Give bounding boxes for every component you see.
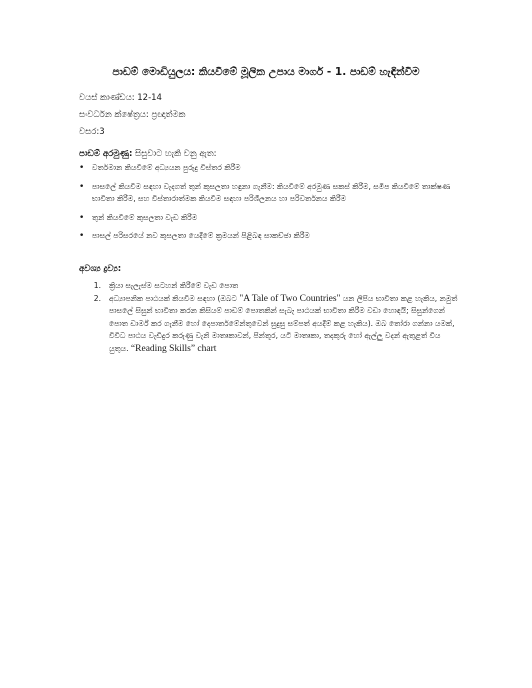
- list-item: • වර්තමාන කියවීමේ අධ්‍යයන පුරුදු විස්තර කිරීම: [79, 162, 459, 175]
- resource-text: ක්‍රියා සැලැස්ම සටහන් කිරීමේ වැඩ පොත: [109, 281, 239, 290]
- week-line: වසර:3: [79, 127, 105, 137]
- list-item: [79, 280, 459, 293]
- outcomes-intro: සිසුවාට හැකි වනු ඇත:: [132, 149, 217, 159]
- chart-reference: “Reading Skills” chart: [130, 343, 217, 354]
- article-title: "A Tale of Two Countries": [239, 293, 341, 304]
- outcomes-heading: [79, 149, 217, 159]
- list-number: 1.: [93, 281, 101, 290]
- list-item: • තුන් කියවීමේ කුසලතා වැඩ කිරීම: [79, 212, 459, 225]
- list-item: [79, 293, 459, 356]
- resources-list: [79, 280, 459, 355]
- resource-text-part: අධ්‍යාපනික පාඨයක් කියවීම සඳහා (ඔබට: [109, 293, 240, 303]
- list-number: 2.: [93, 293, 101, 303]
- grade-line: වයස් කාණ්ඩය: 12-14: [79, 93, 162, 103]
- page-title: පාඩම් මොඩියුලය: කියවීමේ මූලික උපාය මාර්ග - 1. පාඩම් හැඳින්වීම: [112, 66, 420, 78]
- subject-area-line: සංවර්ධන ක්ෂේත්‍රය: ප්‍රඥාත්මක: [79, 110, 186, 120]
- resource-text-part: යන ලිපිය භාවිතා කළ හැකිය, නමුත් පාසලේ සිසුන් භාවිතා කරන කිසියම් පාඩම් පොතකින් සැබෑ පාඨයක් භාවිතා කිරීම වඩා හොඳයි; සිසුන්ගෙන් පොත ඩාර්ම් කර ගැනීම හෝ දෙපාර්තමේන්තුවෙන් සුදුසු සම්පත් අයදීම් කළ හැකිය). ඔබ තෝරා ගන්නා යමක්, විවිධ පාඨය වැඩිදුර කරුණු වැනි මාතෘකාවන්, පින්තූර, යටි මාතෘකා, තදකුරු හෝ ඇල්ලු වදන් ඇතුළත් විය යුතුය.: [109, 293, 458, 353]
- resources-heading: අවශ්‍ය ද්‍රව්‍ය:: [79, 264, 122, 274]
- list-item: • පාසල් පරිසරයේ නව කුසලතා යෙදීමේ ක්‍රමයන් පිළිබඳ සාකච්ඡා කිරීම: [79, 230, 459, 243]
- outcomes-list: [79, 162, 459, 249]
- list-item: • පාසලේ කියවීම සඳහා වැදගත් තුන් කුසලතා හඳුනා ගැනීම: කියවීමේ අරමුණ සකස් කිරීම, සමීප කියවීමේ තාක්ෂණ භාවිතා කිරීම, සහ විස්තාරාත්මක කියවීම සඳහා පරිශීලනය හා පරිවර්තනය කිරීම: [79, 181, 459, 206]
- outcomes-label: පාඩම් අරමුණු:: [79, 149, 133, 159]
